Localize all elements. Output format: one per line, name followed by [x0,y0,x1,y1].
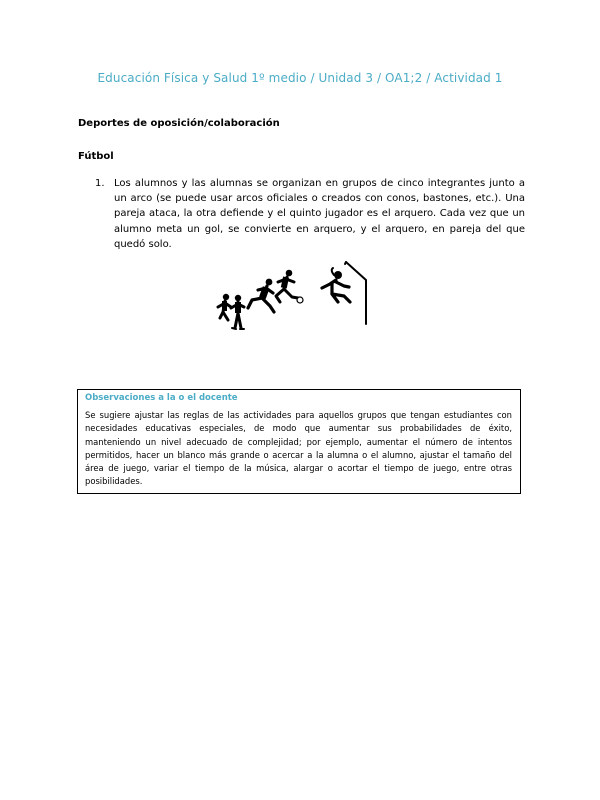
teacher-observations-box [77,389,521,494]
activity-text: Los alumnos y las alumnas se organizan en grupos de cinco integrantes junto a un arco (se puede usar arcos oficiales o creados con conos, bastones, etc.). Una pareja ataca, la otra defiende y el quinto jugador es el arquero. Cada vez que un alumno meta un gol, se convierte en arquero, y el arquero, en pareja del que quedó solo. [114,178,525,250]
soccer-players-illustration [214,260,370,338]
observations-text: Se sugiere ajustar las reglas de las actividades para aquellos grupos que tengan estudiantes con necesidades educativas especiales, de modo que aumentar sus probabilidades de éxito, manteniendo un nivel adecuado de complejidad; por ejemplo, aumentar el número de intentos permitidos, hacer un blanco más grande o acercar a la alumna o el alumno, ajustar el tamaño del área de juego, variar el tiempo de la música, alargar o acortar el tiempo de juego, entre otras posibilidades. [85,410,512,487]
activity-number: 1. [95,178,105,189]
observations-title: Observaciones a la o el docente [85,393,238,403]
soccer-players-icon [214,260,370,338]
page-header-title: Educación Física y Salud 1º medio / Unidad 3 / OA1;2 / Actividad 1 [97,71,503,85]
section-title: Deportes de oposición/colaboración [78,118,280,129]
activity-list-item [95,176,525,252]
section-subtitle: Fútbol [78,151,114,162]
